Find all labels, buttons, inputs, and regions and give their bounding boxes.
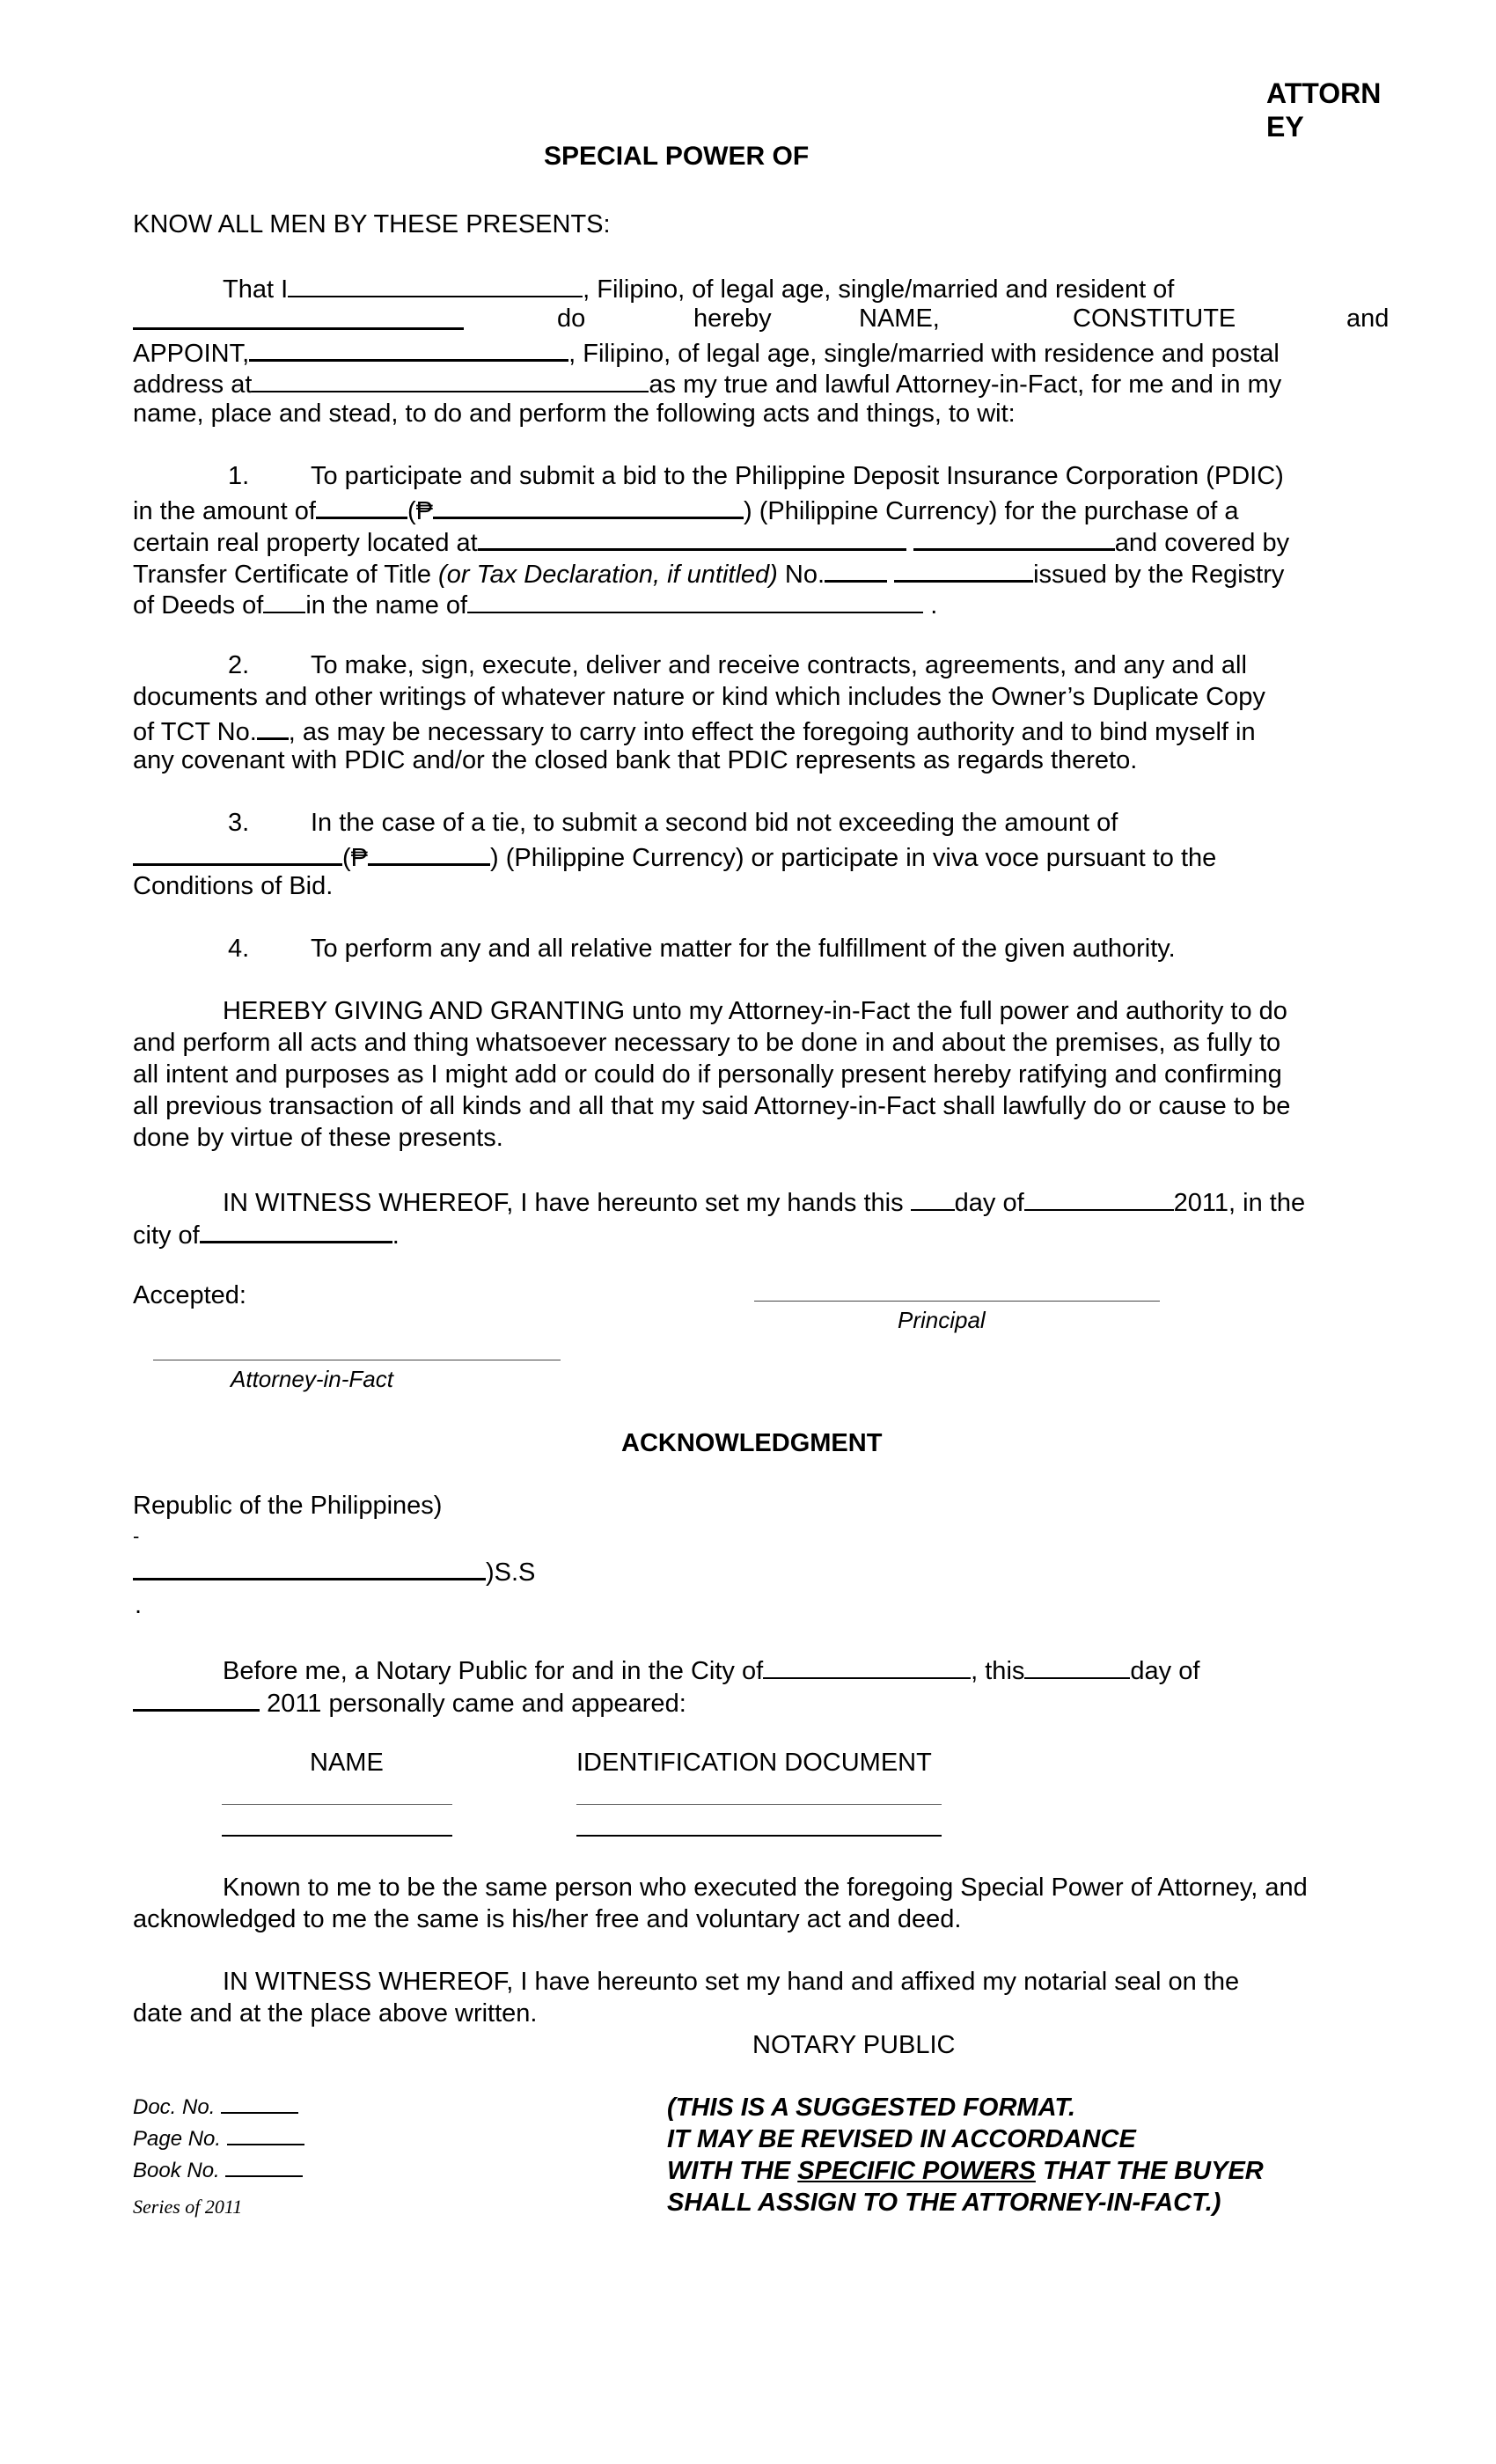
item1-line5: [133, 587, 937, 621]
text: Book No.: [133, 2159, 220, 2182]
item3-line1: In the case of a tie, to submit a second bid not exceeding the amount of: [311, 809, 1118, 837]
text: Doc. No.: [133, 2095, 216, 2119]
name-line-1: [222, 1804, 452, 1805]
note-line4: SHALL ASSIGN TO THE ATTORNEY-IN-FACT.): [667, 2189, 1221, 2217]
note-line2: IT MAY BE REVISED IN ACCORDANCE: [667, 2125, 1136, 2153]
text: 2011 personally came and appeared:: [267, 1690, 686, 1718]
blank-property-location-2: [913, 524, 1115, 551]
item3-line2: [133, 839, 1216, 874]
blank-owner-tct-no: [257, 713, 289, 740]
text: No.: [784, 561, 825, 589]
granting-line1: HEREBY GIVING AND GRANTING unto my Attorney-in-Fact the full power and authority to do: [223, 997, 1287, 1025]
text: SPECIFIC POWERS: [797, 2157, 1036, 2185]
text: WITH THE: [667, 2157, 798, 2185]
text: NAME,: [859, 304, 940, 333]
text: of Deeds of: [133, 591, 264, 620]
text: issued by the Registry: [1033, 561, 1285, 589]
granting-line2: and perform all acts and thing whatsoever necessary to be done in and about the premises, as fully to: [133, 1029, 1281, 1057]
text: Transfer Certificate of Title: [133, 561, 431, 589]
blank-second-bid-words: [133, 839, 342, 866]
text: APPOINT,: [133, 340, 250, 368]
notary-public-label: NOTARY PUBLIC: [752, 2031, 956, 2059]
para1-line1: [223, 271, 1174, 305]
text: Before me, a Notary Public for and in the City of: [223, 1657, 764, 1685]
text: .: [930, 591, 938, 620]
text: , this: [971, 1657, 1025, 1685]
text: That I: [223, 275, 289, 304]
text: certain real property located at: [133, 529, 478, 557]
granting-line3: all intent and purposes as I might add or could do if personally present hereby ratifying and confirming: [133, 1060, 1282, 1089]
blank-property-location: [478, 524, 906, 551]
blank-registry: [263, 587, 305, 613]
blank-registered-owner: [467, 587, 923, 613]
id-line-1: [576, 1804, 942, 1805]
dot-mark: .: [135, 1591, 143, 1619]
item2-line1: To make, sign, execute, deliver and receive contracts, agreements, and any and all: [311, 651, 1247, 679]
blank-bid-amount: [433, 492, 744, 519]
before-line1: [223, 1653, 1199, 1687]
para1-line2: [133, 303, 1390, 338]
text: (₱: [407, 497, 433, 525]
principal-label: Principal: [898, 1307, 986, 1333]
text: .: [392, 1221, 400, 1250]
blank-book-no: [225, 2156, 303, 2177]
item2-line3: [133, 713, 1256, 748]
text: )S.S: [486, 1558, 536, 1587]
item4-number: 4.: [228, 935, 250, 963]
text: city of: [133, 1221, 200, 1250]
before-line2: [133, 1684, 686, 1720]
witness-line1: [223, 1184, 1305, 1219]
blank-month: [1024, 1184, 1174, 1211]
blank-tct-no-2: [894, 555, 1033, 583]
item2-line2: documents and other writings of whatever nature or kind which includes the Owner’s Duplicate Copy: [133, 683, 1265, 711]
granting-line5: done by virtue of these presents.: [133, 1124, 503, 1152]
notary-witness-line1: IN WITNESS WHEREOF, I have hereunto set my hand and affixed my notarial seal on the: [223, 1968, 1240, 1996]
item4-line1: To perform any and all relative matter for the fulfillment of the given authority.: [311, 935, 1176, 963]
item3-number: 3.: [228, 809, 250, 837]
text: CONSTITUTE: [1073, 304, 1236, 333]
blank-notary-city: [763, 1653, 971, 1679]
para1-line4: [133, 366, 1281, 400]
text: ) (Philippine Currency) or participate in viva voce pursuant to the: [490, 844, 1217, 872]
blank-province: [133, 1553, 486, 1580]
blank-residence: [133, 303, 464, 330]
blank-principal-name: [288, 271, 583, 297]
id-line-2: [576, 1835, 942, 1837]
blank-doc-no: [221, 2093, 298, 2114]
note-line1: (THIS IS A SUGGESTED FORMAT.: [667, 2094, 1075, 2122]
ss-line: [133, 1553, 535, 1588]
text: address at: [133, 370, 253, 399]
item1-line3: [133, 524, 1289, 559]
text: as my true and lawful Attorney-in-Fact, for me and in my: [649, 370, 1282, 399]
dash-mark: -: [133, 1525, 140, 1547]
text: THAT THE BUYER: [1035, 2157, 1264, 2185]
acknowledgment-title: ACKNOWLEDGMENT: [621, 1429, 883, 1457]
page-no: [133, 2123, 304, 2155]
text: hereby: [693, 304, 772, 333]
series-label: Series of 2011: [133, 2196, 243, 2218]
text: day of: [1130, 1657, 1200, 1685]
item2-line4: any covenant with PDIC and/or the closed bank that PDIC represents as regards thereto.: [133, 746, 1138, 774]
item1-number: 1.: [228, 462, 250, 490]
doc-no: [133, 2092, 298, 2123]
blank-tct-no: [825, 555, 887, 583]
item1-line2: [133, 492, 1239, 527]
book-no: [133, 2155, 303, 2187]
text: Page No.: [133, 2127, 222, 2151]
text: (₱: [342, 844, 368, 872]
text: and covered by: [1114, 529, 1290, 557]
text: 2011, in the: [1173, 1189, 1306, 1217]
item1-line1: To participate and submit a bid to the Philippine Deposit Insurance Corporation (PDIC): [311, 462, 1284, 490]
text: in the amount of: [133, 497, 316, 525]
text: ) (Philippine Currency) for the purchase of a: [743, 497, 1239, 525]
notary-witness-line2: date and at the place above written.: [133, 1999, 538, 2028]
text: do: [557, 304, 586, 333]
column-name-header: NAME: [310, 1749, 384, 1777]
blank-day: [911, 1184, 955, 1211]
text: day of: [954, 1189, 1024, 1217]
item1-line4: [133, 555, 1284, 590]
page-title: SPECIAL POWER OF: [544, 142, 810, 171]
intro-line: KNOW ALL MEN BY THESE PRESENTS:: [133, 210, 611, 238]
blank-attorney-name: [249, 334, 568, 362]
text: , Filipino, of legal age, single/married and resident of: [583, 275, 1175, 304]
text: , as may be necessary to carry into effect the foregoing authority and to bind myself in: [288, 718, 1256, 746]
text: IN WITNESS WHEREOF, I have hereunto set my hands this: [223, 1189, 904, 1217]
text: of TCT No.: [133, 718, 257, 746]
blank-city: [200, 1216, 392, 1243]
item2-number: 2.: [228, 651, 250, 679]
known-line1: Known to me to be the same person who executed the foregoing Special Power of Attorney, and: [223, 1874, 1308, 1902]
column-id-header: IDENTIFICATION DOCUMENT: [576, 1749, 932, 1777]
granting-line4: all previous transaction of all kinds and all that my said Attorney-in-Fact shall lawfully do or cause to be: [133, 1092, 1291, 1120]
blank-notary-day: [1024, 1653, 1130, 1679]
blank-second-bid: [368, 839, 490, 866]
blank-page-no: [227, 2124, 304, 2145]
title-right-line1: ATTORN: [1266, 77, 1382, 109]
text: (or Tax Declaration, if untitled): [438, 561, 778, 589]
text: in the name of: [305, 591, 468, 620]
text: and: [1346, 304, 1390, 333]
para1-line3: [133, 334, 1280, 370]
attorney-label: Attorney-in-Fact: [231, 1366, 393, 1392]
note-line3: [667, 2155, 1264, 2187]
accepted-label: Accepted:: [133, 1281, 246, 1309]
name-line-2: [222, 1835, 452, 1837]
item3-line3: Conditions of Bid.: [133, 872, 334, 900]
blank-address: [252, 366, 649, 392]
title-right-line2: EY: [1266, 111, 1304, 143]
blank-bid-amount-words: [316, 492, 407, 519]
blank-notary-month: [133, 1684, 260, 1712]
principal-signature-line: [754, 1301, 1160, 1302]
known-line2: acknowledged to me the same is his/her free and voluntary act and deed.: [133, 1905, 962, 1933]
text: , Filipino, of legal age, single/married with residence and postal: [568, 340, 1280, 368]
witness-line2: [133, 1216, 400, 1251]
para1-line5: name, place and stead, to do and perform the following acts and things, to wit:: [133, 400, 1016, 428]
republic-line: Republic of the Philippines): [133, 1492, 443, 1520]
